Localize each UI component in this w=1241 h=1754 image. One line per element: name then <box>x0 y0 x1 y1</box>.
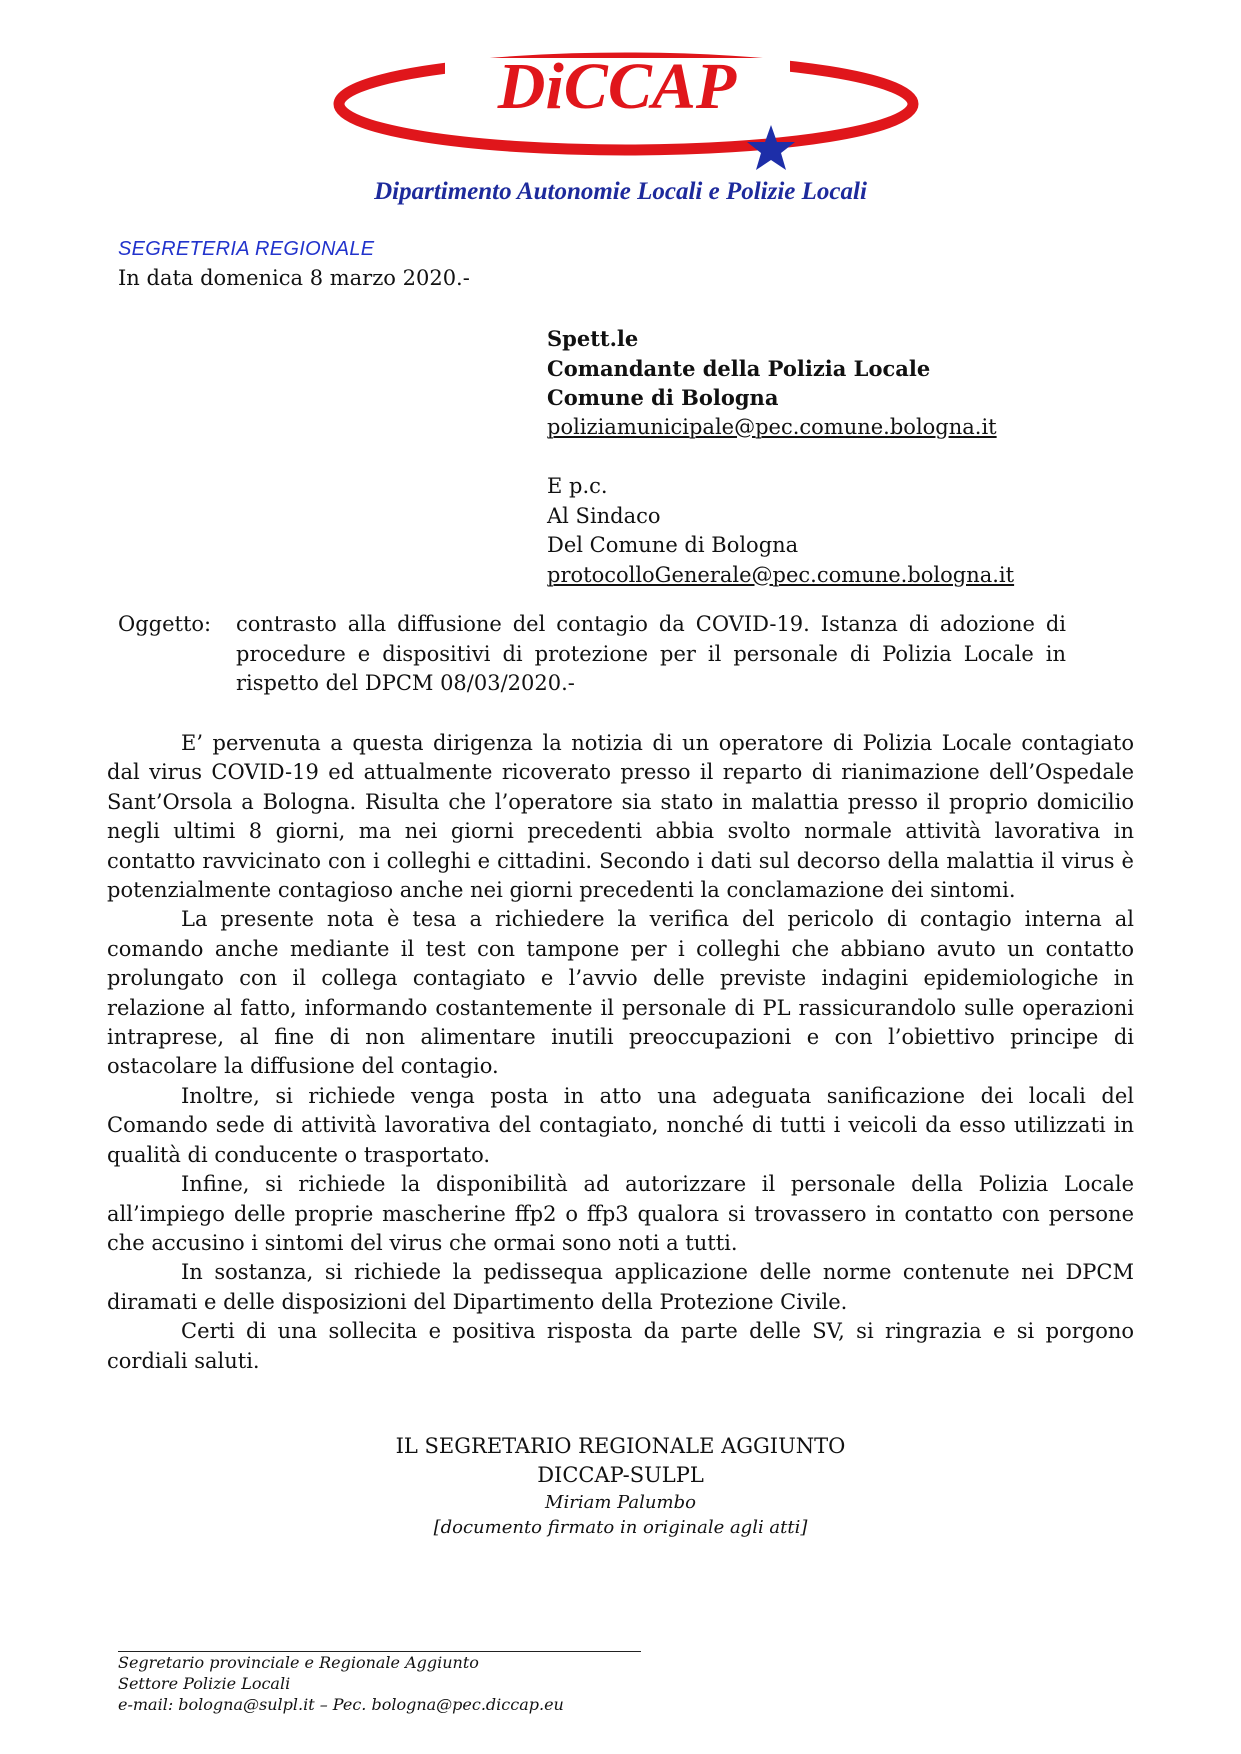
signature-org: DICCAP-SULPL <box>537 1463 704 1487</box>
footer-line-1: Segretario provinciale e Regionale Aggiunto <box>118 1653 479 1672</box>
cc-block <box>547 472 1014 590</box>
cc-line-1: Al Sindaco <box>547 503 661 528</box>
recipient-entity: Comune di Bologna <box>547 385 779 410</box>
body-paragraph: Infine, si richiede la disponibilità ad autorizzare il personale della Polizia Locale all’impiego delle proprie mascherine ffp2 o ffp3 qualora si trovassero in contatto con persone che accusino i sintomi del virus che ormai sono noti a tutti. <box>107 1172 1134 1255</box>
recipient-email-link[interactable]: poliziamunicipale@pec.comune.bologna.it <box>547 414 997 439</box>
recipient-block <box>547 324 997 442</box>
subject-label: Oggetto: <box>118 612 212 636</box>
star-icon <box>747 125 795 170</box>
footer-block <box>118 1652 564 1715</box>
recipient-title: Comandante della Polizia Locale <box>547 355 931 381</box>
date-line: In data domenica 8 marzo 2020.- <box>118 266 470 290</box>
cc-line-2: Del Comune di Bologna <box>547 533 799 557</box>
body-paragraph: Certi di una sollecita e positiva risposta da parte delle SV, si ringrazia e si porgono cordiali saluti. <box>107 1319 1134 1373</box>
signature-role: IL SEGRETARIO REGIONALE AGGIUNTO <box>395 1434 846 1458</box>
footer-contacts[interactable]: e-mail: bologna@sulpl.it – Pec. bologna@pec.diccap.eu <box>118 1695 564 1714</box>
segreteria-heading: SEGRETERIA REGIONALE <box>118 238 375 260</box>
signature-block <box>0 1432 1241 1540</box>
cc-email-link[interactable]: protocolloGenerale@pec.comune.bologna.it <box>547 562 1015 587</box>
cc-label: E p.c. <box>547 474 608 498</box>
footer-line-2: Settore Polizie Locali <box>118 1674 291 1693</box>
body-paragraph: E’ pervenuta a questa dirigenza la notizia di un operatore di Polizia Locale contagiato dal virus COVID-19 ed attualmente ricoverato presso il reparto di rianimazione dell’Ospedale Sant’Orsola a Bologna. Risulta che l’operatore sia stato in malattia presso il proprio domicilio negli ultimi 8 giorni, ma nei giorni precedenti abbia svolto normale attività lavorativa in contatto ravvicinato con i colleghi e cittadini. Secondo i dati sul decorso della malattia il virus è potenzialmente contagioso anche nei giorni precedenti la conclamazione dei sintomi. <box>107 731 1134 903</box>
logo-tagline: Dipartimento Autonomie Locali e Polizie Locali <box>374 178 867 205</box>
diccap-logo <box>0 0 1241 225</box>
logo-wordmark: DiCCAP <box>497 50 737 123</box>
body-paragraph: In sostanza, si richiede la pedissequa applicazione delle norme contenute nei DPCM diramati e delle disposizioni del Dipartimento della Protezione Civile. <box>107 1260 1134 1314</box>
signature-name: Miriam Palumbo <box>545 1492 696 1513</box>
body-paragraph: La presente nota è tesa a richiedere la verifica del pericolo di contagio interna al comando anche mediante il test con tampone per i colleghi che abbiano avuto un contatto prolungato con il collega contagiato e l’avvio delle previste indagini epidemiologiche in relazione al fatto, informando costantemente il personale di PL rassicurandolo sulle operazioni intraprese, al fine di non alimentare inutili preoccupazioni e con l’obiettivo principe di ostacolare la diffusione del contagio. <box>107 907 1134 1079</box>
signature-note: [documento firmato in originale agli atti] <box>433 1517 808 1538</box>
subject-text: contrasto alla diffusione del contagio da COVID-19. Istanza di adozione di procedure e dispositivi di protezione per il personale di Polizia Locale in rispetto del DPCM 08/03/2020.- <box>236 612 1066 695</box>
recipient-salutation: Spett.le <box>547 326 639 351</box>
letter-body <box>107 729 1134 1376</box>
body-paragraph: Inoltre, si richiede venga posta in atto una adeguata sanificazione dei locali del Comando sede di attività lavorativa del contagiato, nonché di tutti i veicoli da esso utilizzati in qualità di conducente o trasportato. <box>107 1083 1134 1167</box>
